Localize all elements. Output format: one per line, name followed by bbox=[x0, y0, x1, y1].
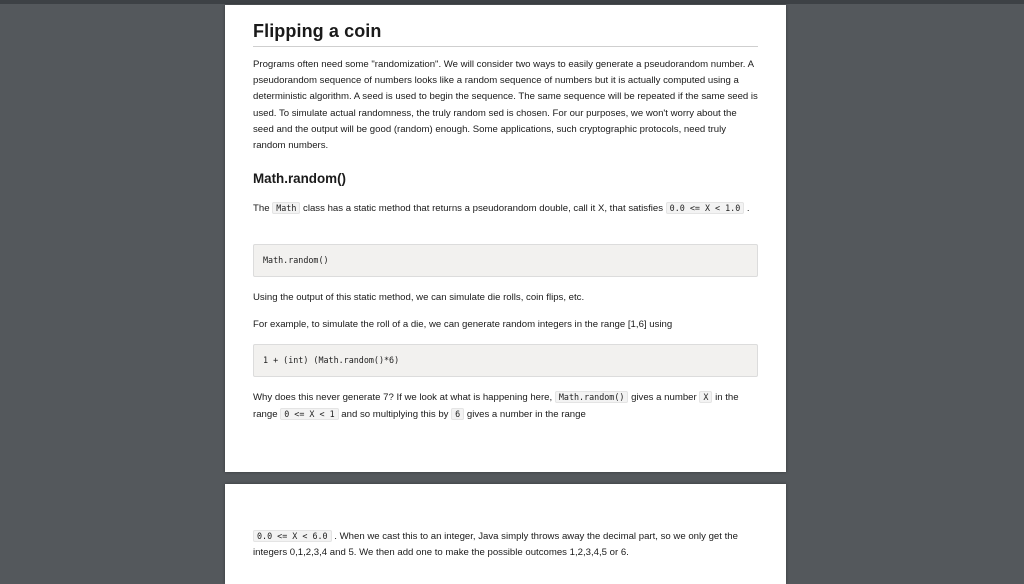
text-run: gives a number in the range bbox=[464, 409, 586, 421]
document-page-2 bbox=[225, 484, 786, 584]
why-paragraph bbox=[253, 389, 758, 423]
intro-paragraph: Programs often need some "randomization". We will consider two ways to easily generate a pseudorandom number. A pseudorandom sequence of numbers looks like a random sequence of numbers but it is actually computed using a deterministic algorithm. A seed is used to begin the sequence. The same sequence will be repeated if the same seed is used. To simulate actual randomness, the truly random sed is chosen. For our purposes, we won't worry about the seed and the output will be good (random) enough. Some applications, such cryptographic protocols, need truly random numbers. bbox=[253, 59, 758, 152]
document-page-1 bbox=[225, 5, 786, 472]
inline-code: 0 <= X < 1 bbox=[280, 408, 338, 420]
usage-paragraph: Using the output of this static method, we can simulate die rolls, coin flips, etc. bbox=[253, 292, 585, 303]
text-run: . When we cast this to an integer, Java simply throws away the decimal part, so we only get the integers 0,1,2,3,4 and 5. We then add one to make the possible outcomes 1,2,3,4,5 or 6. bbox=[253, 531, 738, 559]
page-title: Flipping a coin bbox=[253, 21, 382, 41]
inline-code: Math.random() bbox=[555, 391, 629, 403]
example-paragraph: For example, to simulate the roll of a die, we can generate random integers in the range [1,6] using bbox=[253, 319, 673, 330]
inline-code: X bbox=[699, 391, 712, 403]
viewer-top-bar bbox=[0, 0, 1024, 4]
text-run: . bbox=[744, 203, 750, 214]
section-heading: Math.random() bbox=[253, 171, 346, 186]
title-divider bbox=[253, 46, 758, 47]
text-run: gives a number bbox=[628, 392, 700, 403]
continuation-paragraph bbox=[253, 528, 758, 561]
code-block-die-roll: 1 + (int) (Math.random()*6) bbox=[253, 344, 758, 377]
inline-code: 0.0 <= X < 1.0 bbox=[666, 202, 745, 214]
text-run: in the range bbox=[253, 392, 739, 421]
math-class-paragraph bbox=[253, 200, 758, 217]
text-run: and so multiplying this by bbox=[338, 409, 452, 421]
inline-code: Math bbox=[272, 202, 300, 214]
inline-code: 6 bbox=[451, 408, 464, 420]
inline-code: 0.0 <= X < 6.0 bbox=[253, 530, 332, 542]
code-block-math-random: Math.random() bbox=[253, 244, 758, 277]
text-run: Why does this never generate 7? If we look at what is happening here, bbox=[253, 392, 555, 403]
text-run: class has a static method that returns a pseudorandom double, call it X, that satisfies bbox=[300, 203, 666, 214]
text-run: The bbox=[253, 203, 273, 214]
